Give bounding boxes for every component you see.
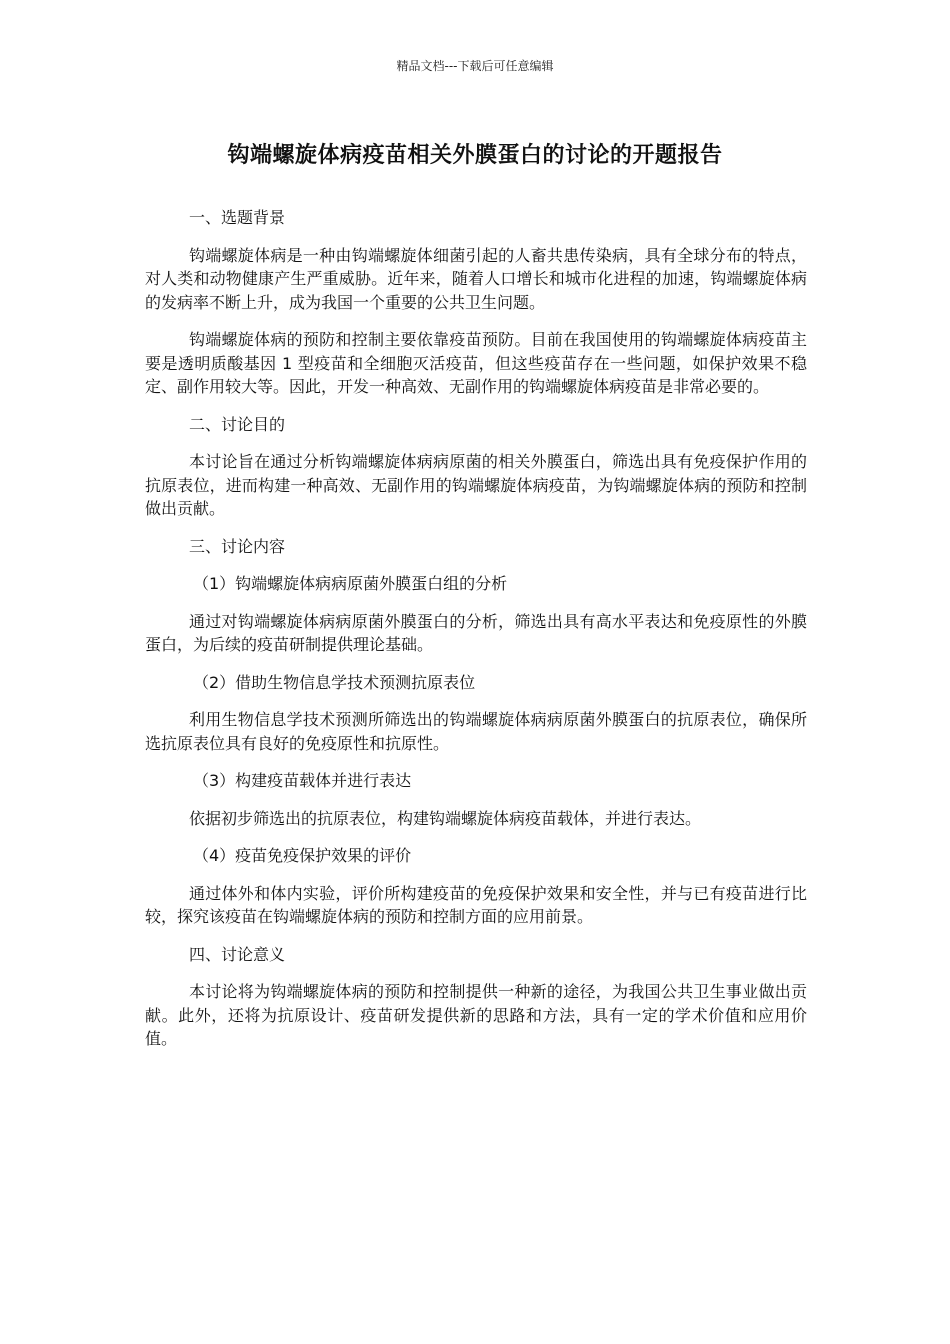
subsection-heading: （1）钩端螺旋体病病原菌外膜蛋白组的分析 (193, 574, 508, 593)
section-heading-purpose: 二、讨论目的 (189, 414, 286, 434)
paragraph: 钩端螺旋体病的预防和控制主要依靠疫苗预防。目前在我国使用的钩端螺旋体病疫苗主要是透明质酸基因 1 型疫苗和全细胞灭活疫苗，但这些疫苗存在一些问题，如保护效果不稳定、副作用较大等。因此，开发一种高效、无副作用的钩端螺旋体病疫苗是非常必要的。 (145, 330, 807, 396)
subsection-heading: （4）疫苗免疫保护效果的评价 (193, 846, 412, 865)
paragraph: 通过对钩端螺旋体病病原菌外膜蛋白的分析，筛选出具有高水平表达和免疫原性的外膜蛋白，为后续的疫苗研制提供理论基础。 (145, 611, 807, 654)
document-body (145, 206, 807, 1065)
subsection-heading: （3）构建疫苗载体并进行表达 (193, 771, 412, 790)
section-heading-content: 三、讨论内容 (189, 536, 286, 556)
subsection-heading: （2）借助生物信息学技术预测抗原表位 (193, 672, 476, 692)
paragraph: 利用生物信息学技术预测所筛选出的钩端螺旋体病病原菌外膜蛋白的抗原表位，确保所选抗原表位具有良好的免疫原性和抗原性。 (145, 710, 807, 753)
paragraph: 本讨论旨在通过分析钩端螺旋体病病原菌的相关外膜蛋白，筛选出具有免疫保护作用的抗原表位，进而构建一种高效、无副作用的钩端螺旋体病疫苗，为钩端螺旋体病的预防和控制做出贡献。 (145, 452, 807, 518)
paragraph: 依据初步筛选出的抗原表位，构建钩端螺旋体病疫苗载体，并进行表达。 (189, 808, 702, 828)
document-title: 钩端螺旋体病疫苗相关外膜蛋白的讨论的开题报告 (227, 143, 723, 168)
section-heading-significance: 四、讨论意义 (189, 944, 286, 964)
paragraph: 本讨论将为钩端螺旋体病的预防和控制提供一种新的途径，为我国公共卫生事业做出贡献。此外，还将为抗原设计、疫苗研发提供新的思路和方法，具有一定的学术价值和应用价值。 (145, 982, 807, 1048)
page-header: 精品文档---下载后可任意编辑 (396, 59, 554, 73)
section-heading-background: 一、选题背景 (189, 208, 286, 227)
paragraph: 通过体外和体内实验，评价所构建疫苗的免疫保护效果和安全性，并与已有疫苗进行比较，探究该疫苗在钩端螺旋体病的预防和控制方面的应用前景。 (145, 883, 807, 926)
paragraph: 钩端螺旋体病是一种由钩端螺旋体细菌引起的人畜共患传染病，具有全球分布的特点，对人类和动物健康产生严重威胁。近年来，随着人口增长和城市化进程的加速，钩端螺旋体病的发病率不断上升，成为我国一个重要的公共卫生问题。 (145, 245, 807, 312)
